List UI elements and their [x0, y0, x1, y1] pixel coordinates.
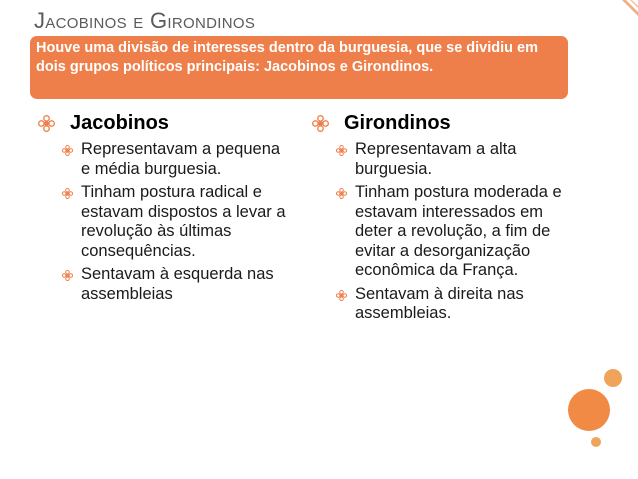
- flower-bullet-icon: [62, 188, 73, 199]
- flower-bullet-icon: [336, 290, 347, 301]
- list-item: [62, 140, 288, 179]
- subtitle-box: [30, 36, 568, 99]
- column-jacobinos: [38, 110, 288, 308]
- flower-bullet-icon: [62, 270, 73, 281]
- list-item: [336, 285, 582, 324]
- list-item-text: Representavam a alta burguesia.: [355, 140, 517, 178]
- list-item: [62, 265, 288, 304]
- list-item: [336, 183, 582, 281]
- flower-bullet-icon: [336, 145, 347, 156]
- list-item: [62, 183, 288, 261]
- list-item-text: Tinham postura radical e estavam dispostos a levar a revolução às últimas consequências.: [81, 183, 286, 260]
- decorative-circle-small: [591, 437, 601, 447]
- flower-bullet-icon: [38, 115, 58, 132]
- list-item-text: Representavam a pequena e média burguesia.: [81, 140, 281, 178]
- heading-label: Jacobinos: [70, 112, 169, 134]
- slide-title: Jacobinos e Girondinos: [34, 8, 256, 33]
- flower-bullet-icon: [336, 188, 347, 199]
- subtitle-text: Houve uma divisão de interesses dentro da burguesia, que se dividiu em dois grupos políticos principais: Jacobinos e Girondinos.: [36, 40, 539, 75]
- column-girondinos: [312, 110, 582, 328]
- column-heading: [38, 110, 288, 136]
- list-item-text: Tinham postura moderada e estavam interessados em deter a revolução, a fim de evitar a desorganização econômica da França.: [355, 183, 562, 279]
- flower-bullet-icon: [62, 145, 73, 156]
- bullet-list: [336, 140, 582, 324]
- heading-label: Girondinos: [344, 112, 451, 134]
- list-item-text: Sentavam à direita nas assembleias.: [355, 284, 524, 322]
- bullet-list: [62, 140, 288, 304]
- column-heading: [312, 110, 582, 136]
- decorative-circle-large: [568, 389, 610, 431]
- list-item: [336, 140, 582, 179]
- list-item-text: Sentavam à esquerda nas assembleias: [81, 265, 274, 303]
- flower-bullet-icon: [312, 115, 332, 132]
- decorative-circle-medium: [604, 369, 622, 387]
- corner-stripes-icon: [622, 0, 638, 20]
